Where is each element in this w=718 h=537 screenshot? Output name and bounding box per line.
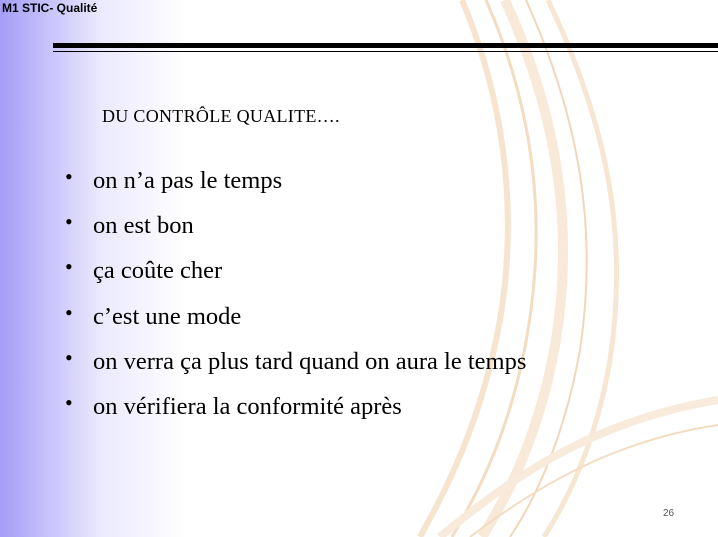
slide-title: DU CONTRÔLE QUALITE…. (102, 106, 340, 126)
list-item (65, 344, 527, 392)
bullet-icon: • (65, 164, 73, 189)
list-item (65, 166, 526, 211)
bullet-text: on verra ça plus tard quand on aura le temps (93, 347, 527, 375)
bullet-icon: • (65, 344, 73, 370)
list-item (65, 389, 526, 437)
list-item (65, 211, 526, 256)
bullet-text: c’est une mode (93, 302, 242, 330)
bullet-text: on vérifiera la conformité après (93, 392, 402, 420)
list-item (65, 299, 526, 347)
page-number: 26 (663, 508, 675, 519)
bullet-text: ça coûte cher (93, 257, 223, 285)
bullet-list (65, 166, 526, 437)
header-rule-thick (53, 43, 718, 48)
bullet-icon: • (65, 254, 73, 280)
header-course-label: M1 STIC- Qualité (2, 1, 98, 15)
bullet-icon: • (65, 389, 73, 415)
bullet-icon: • (65, 299, 73, 325)
bullet-text: on n’a pas le temps (93, 167, 283, 194)
list-item (65, 256, 526, 301)
header-rule-thin (53, 51, 718, 52)
bullet-icon: • (65, 209, 73, 235)
bullet-text: on est bon (93, 212, 194, 240)
